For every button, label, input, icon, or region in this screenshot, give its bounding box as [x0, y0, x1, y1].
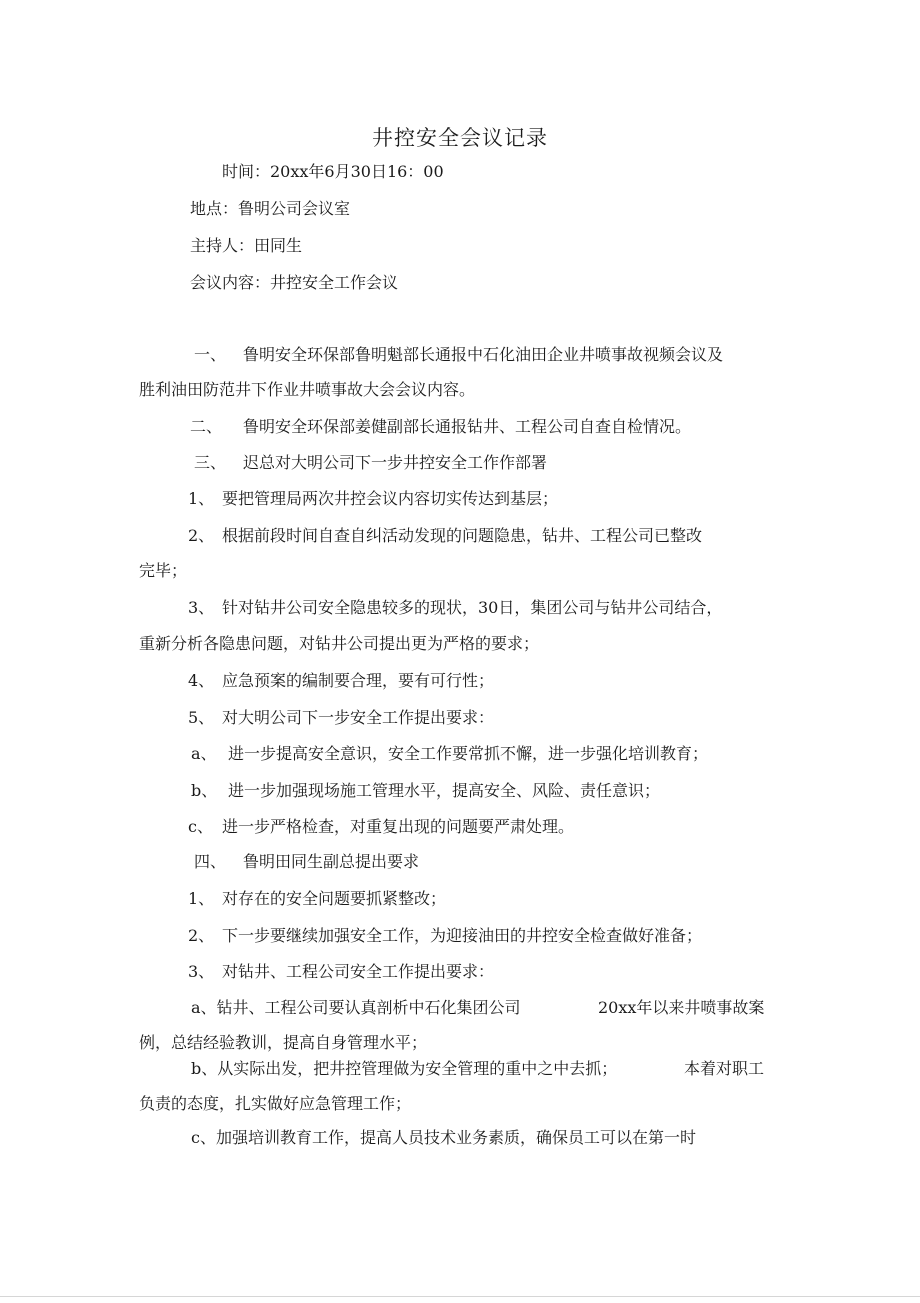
s3-item-3-line-2: 重新分析各隐患问题，对钻井公司提出更为严格的要求；: [139, 634, 540, 653]
s4-sub-b-line-1a: b、从实际出发，把井控管理做为安全管理的重中之中去抓；: [191, 1059, 618, 1078]
s4-sub-a-line-2: 例，总结经验教训，提高自身管理水平；: [139, 1033, 428, 1052]
s3-sub-b-number: b、: [191, 781, 218, 800]
s4-item-2-number: 2、: [188, 926, 215, 945]
s4-item-2-text: 下一步要继续加强安全工作，为迎接油田的井控安全检查做好准备；: [222, 926, 703, 945]
section-4-number: 四、: [194, 852, 227, 871]
s3-item-3-number: 3、: [188, 598, 215, 617]
section-3-number: 三、: [194, 453, 227, 472]
s3-item-2-line-1: 根据前段时间自查自纠活动发现的问题隐患，钻井、工程公司已整改: [222, 526, 703, 545]
meta-host: 主持人：田同生: [190, 236, 303, 255]
s3-item-1-text: 要把管理局两次井控会议内容切实传达到基层；: [222, 489, 559, 508]
s4-item-1-number: 1、: [188, 889, 215, 908]
s4-item-1-text: 对存在的安全问题要抓紧整改；: [222, 889, 447, 908]
meta-location: 地点：鲁明公司会议室: [190, 199, 351, 218]
s3-item-1-number: 1、: [188, 489, 215, 508]
section-1-line-1: 鲁明安全环保部鲁明魁部长通报中石化油田企业井喷事故视频会议及: [243, 345, 724, 364]
s3-item-4-text: 应急预案的编制要合理，要有可行性；: [222, 671, 495, 690]
s4-sub-b-line-2: 负责的态度，扎实做好应急管理工作；: [139, 1094, 412, 1113]
s3-item-4-number: 4、: [188, 671, 215, 690]
s3-item-3-line-1: 针对钻井公司安全隐患较多的现状，30日，集团公司与钻井公司结合，: [222, 598, 723, 617]
section-2-number: 二、: [190, 417, 223, 436]
document-title: 井控安全会议记录: [372, 126, 548, 150]
s3-item-5-text: 对大明公司下一步安全工作提出要求：: [222, 708, 495, 727]
s3-sub-c-number: c、: [188, 817, 213, 836]
section-2-text: 鲁明安全环保部姜健副部长通报钻井、工程公司自查自检情况。: [243, 417, 692, 436]
page-bottom-divider: [0, 1296, 920, 1297]
meta-content: 会议内容：井控安全工作会议: [190, 273, 399, 292]
s3-item-2-line-2: 完毕；: [139, 561, 188, 580]
s4-sub-c-line-1: c、加强培训教育工作，提高人员技术业务素质，确保员工可以在第一时: [191, 1128, 696, 1147]
section-3-text: 迟总对大明公司下一步井控安全工作作部署: [243, 453, 548, 472]
section-1-number: 一、: [194, 345, 227, 364]
s4-sub-a-line-1a: a、钻井、工程公司要认真剖析中石化集团公司: [191, 998, 521, 1017]
meta-time: 时间：20xx年6月30日16：00: [222, 162, 444, 181]
s3-sub-a-number: a、: [191, 744, 217, 763]
s3-sub-a-text: 进一步提高安全意识，安全工作要常抓不懈，进一步强化培训教育；: [228, 744, 709, 763]
s4-sub-b-line-1b: 本着对职工: [684, 1059, 765, 1078]
s4-sub-a-line-1b: 20xx年以来井喷事故案: [598, 998, 765, 1017]
s4-item-3-number: 3、: [188, 962, 215, 981]
s4-item-3-text: 对钻井、工程公司安全工作提出要求：: [222, 962, 495, 981]
s3-item-2-number: 2、: [188, 526, 215, 545]
section-1-line-2: 胜利油田防范井下作业井喷事故大会会议内容。: [139, 380, 476, 399]
s3-item-5-number: 5、: [188, 708, 215, 727]
section-4-text: 鲁明田同生副总提出要求: [243, 852, 420, 871]
s3-sub-b-text: 进一步加强现场施工管理水平，提高安全、风险、责任意识；: [228, 781, 661, 800]
s3-sub-c-text: 进一步严格检查，对重复出现的问题要严肃处理。: [222, 817, 575, 836]
